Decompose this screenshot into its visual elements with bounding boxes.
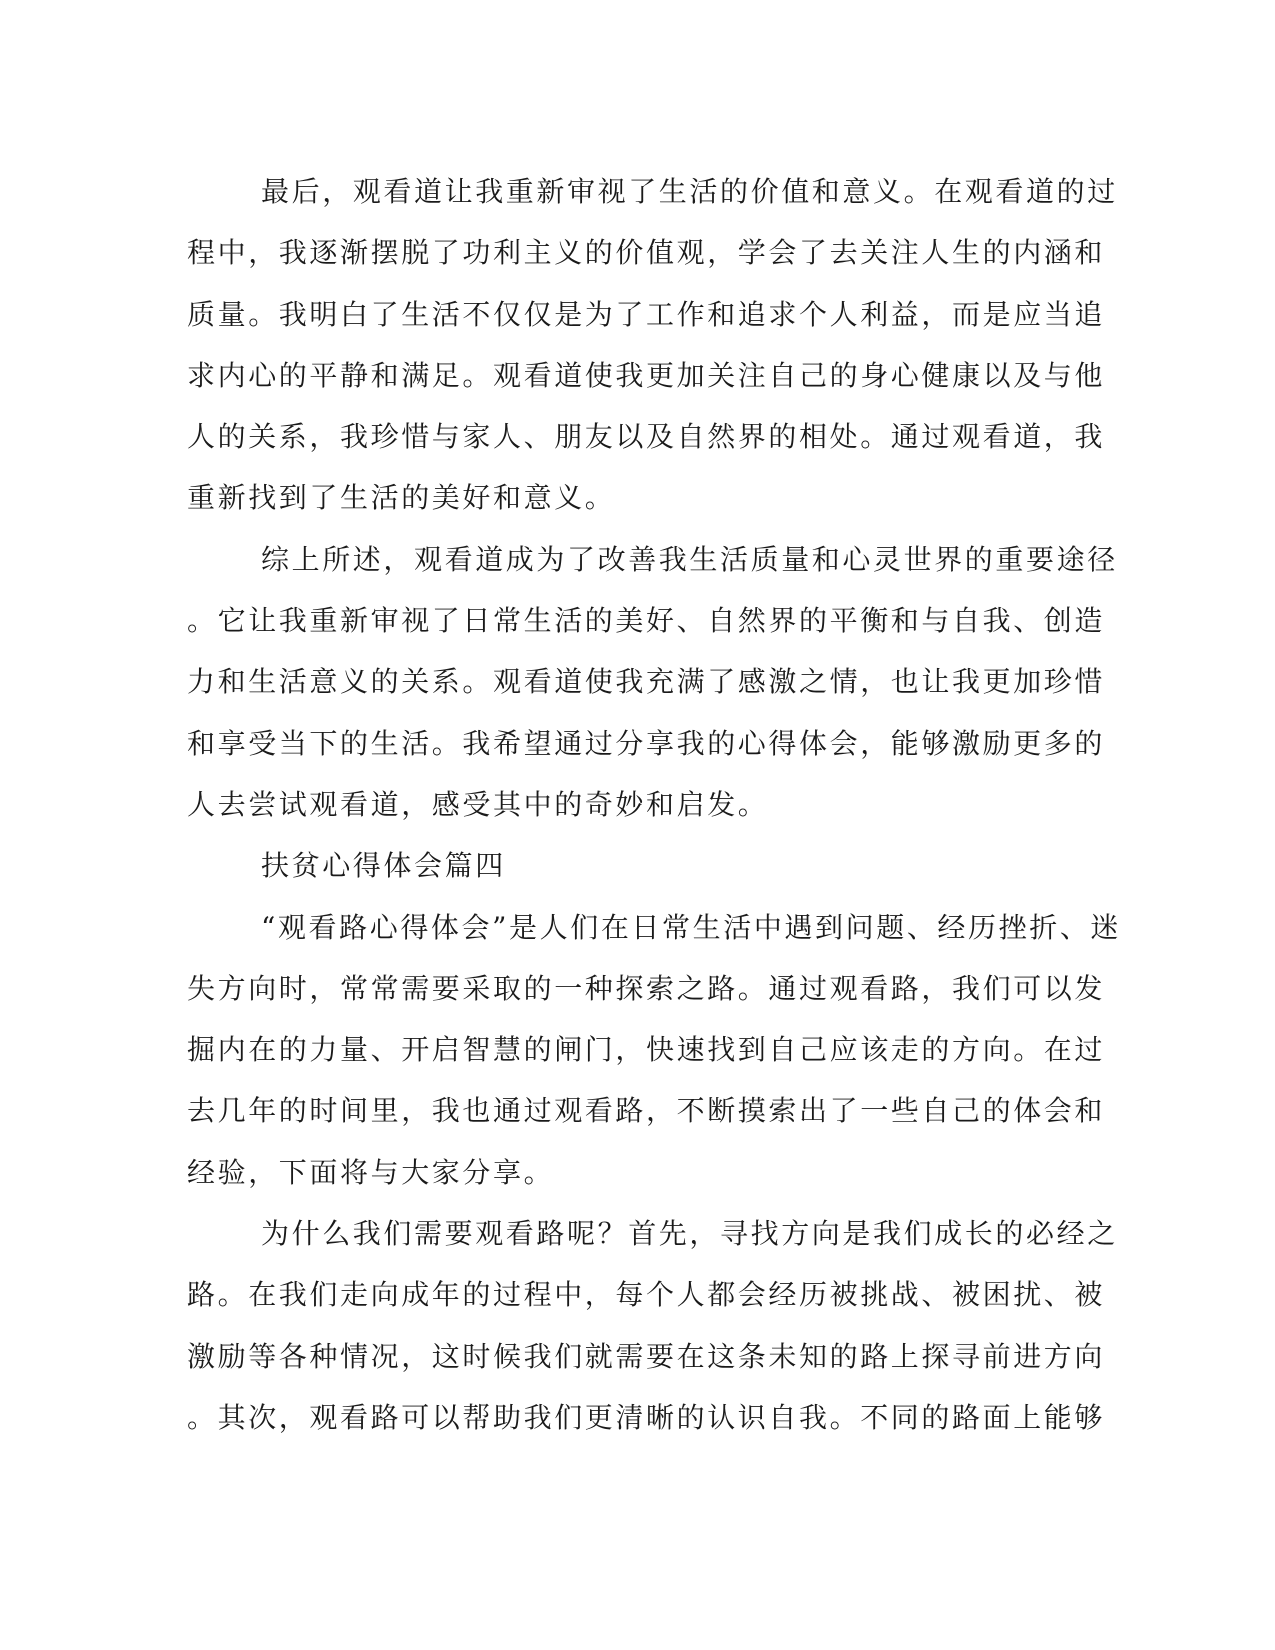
paragraph-line: 激励等各种情况，这时候我们就需要在这条未知的路上探寻前进方向 <box>187 1339 1106 1373</box>
paragraph-line: 程中，我逐渐摆脱了功利主义的价值观，学会了去关注人生的内涵和 <box>187 236 1106 270</box>
paragraph-line: 最后，观看道让我重新审视了生活的价值和意义。在观看道的过 <box>261 175 1118 208</box>
paragraph-line: 。其次，观看路可以帮助我们更清晰的认识自我。不同的路面上能够 <box>187 1400 1106 1434</box>
paragraph-line: 。它让我重新审视了日常生活的美好、自然界的平衡和与自我、创造 <box>187 604 1106 638</box>
paragraph-line: 力和生活意义的关系。观看道使我充满了感激之情，也让我更加珍惜 <box>187 665 1106 699</box>
paragraph-line: 综上所述，观看道成为了改善我生活质量和心灵世界的重要途径 <box>261 542 1118 576</box>
paragraph-line: 去几年的时间里，我也通过观看路，不断摸索出了一些自己的体会和 <box>187 1094 1106 1128</box>
document-body <box>187 161 1122 1448</box>
paragraph-line: “观看路心得体会”是人们在日常生活中遇到问题、经历挫折、迷 <box>261 910 1122 944</box>
paragraph-line: 掘内在的力量、开启智慧的闸门，快速找到自己应该走的方向。在过 <box>187 1033 1106 1067</box>
paragraph-line: 人去尝试观看道，感受其中的奇妙和启发。 <box>187 787 769 821</box>
section-heading: 扶贫心得体会篇四 <box>261 849 506 883</box>
paragraph-line: 路。在我们走向成年的过程中，每个人都会经历被挑战、被困扰、被 <box>187 1278 1106 1312</box>
paragraph-line: 失方向时，常常需要采取的一种探索之路。通过观看路，我们可以发 <box>187 971 1106 1005</box>
paragraph-line: 质量。我明白了生活不仅仅是为了工作和追求个人利益，而是应当追 <box>187 297 1106 331</box>
paragraph-line: 和享受当下的生活。我希望通过分享我的心得体会，能够激励更多的 <box>187 726 1106 760</box>
paragraph-line: 为什么我们需要观看路呢？首先，寻找方向是我们成长的必经之 <box>261 1217 1118 1251</box>
paragraph-line: 重新找到了生活的美好和意义。 <box>187 481 616 515</box>
paragraph-line: 经验，下面将与大家分享。 <box>187 1155 555 1189</box>
paragraph-line: 人的关系，我珍惜与家人、朋友以及自然界的相处。通过观看道，我 <box>187 420 1106 454</box>
paragraph-line: 求内心的平静和满足。观看道使我更加关注自己的身心健康以及与他 <box>187 358 1106 392</box>
